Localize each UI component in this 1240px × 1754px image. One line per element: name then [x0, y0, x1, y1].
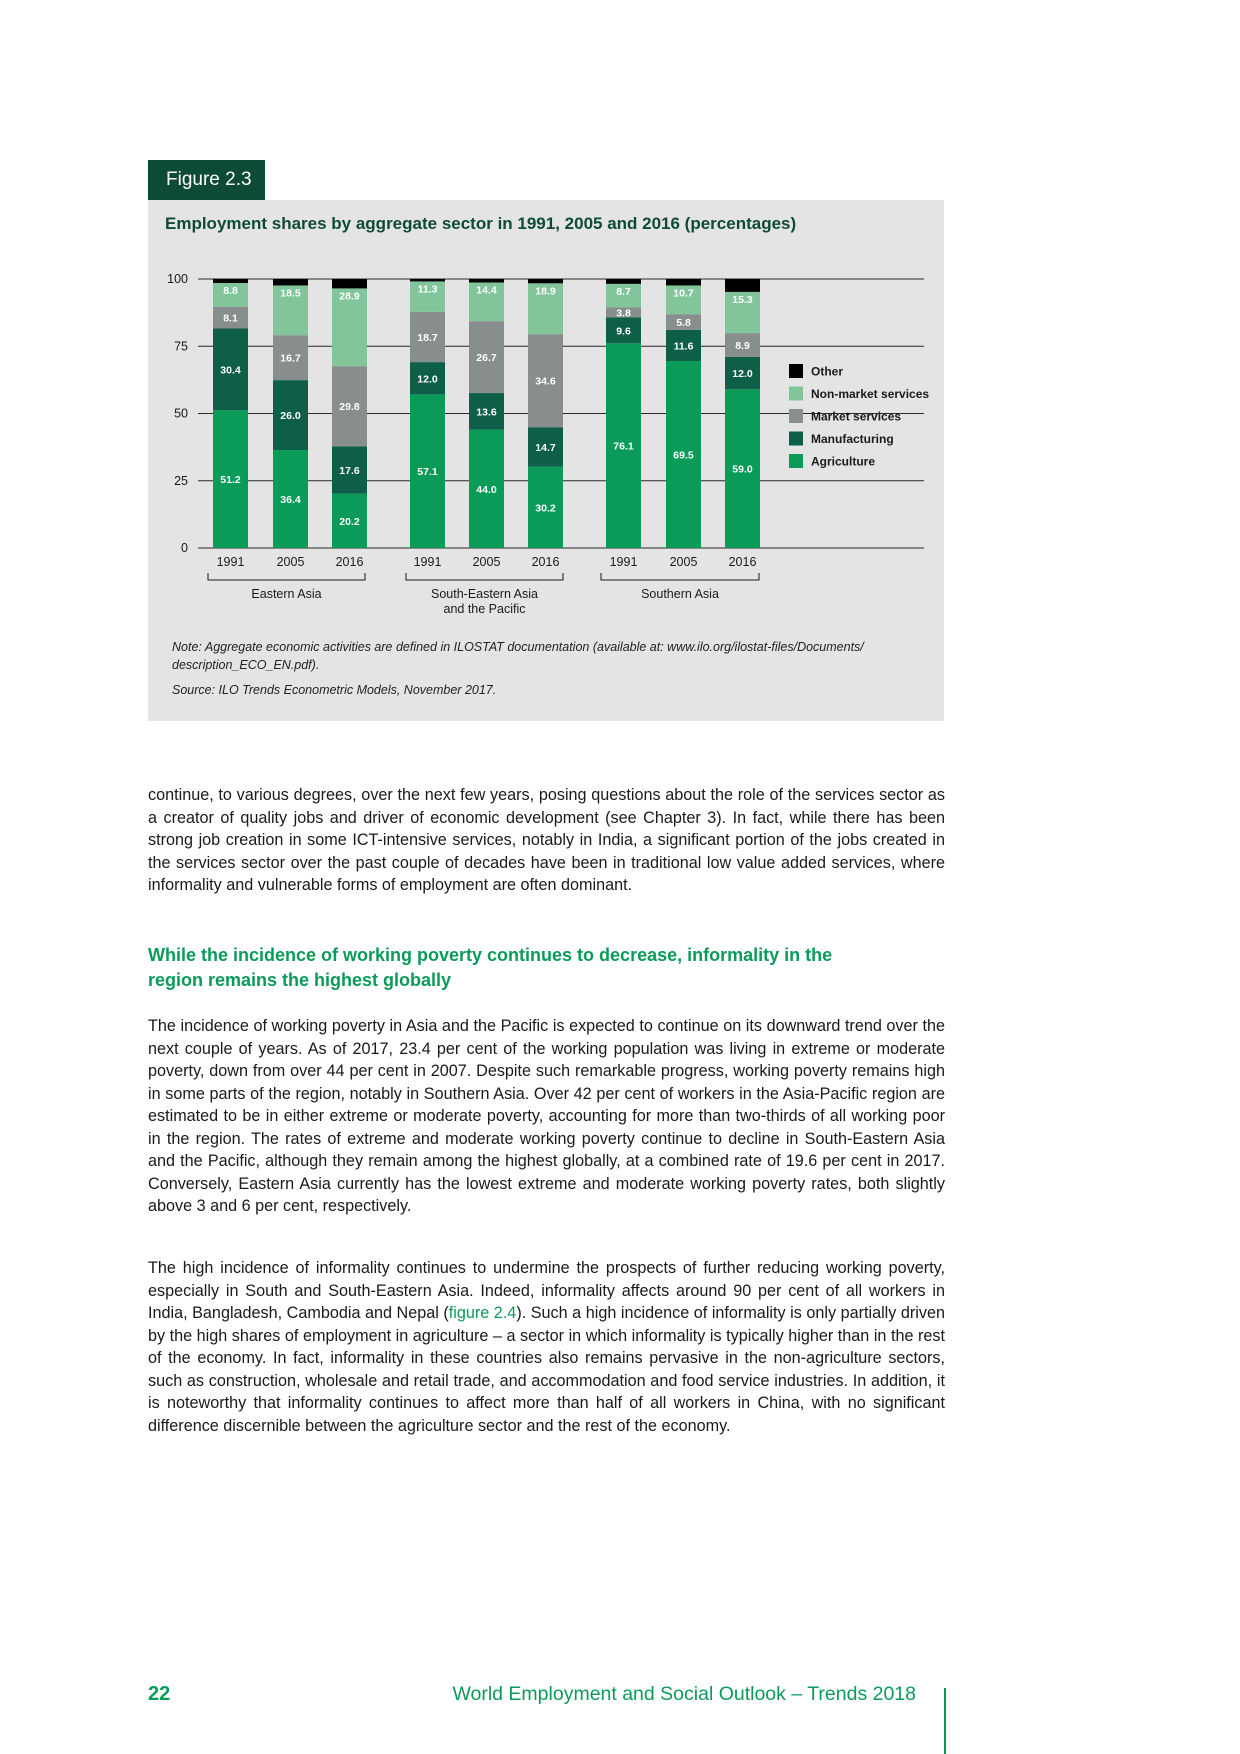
data-label-5-2: 34.6: [535, 375, 556, 388]
data-label-1-3: 18.5: [280, 287, 301, 300]
legend-label-non-market-services: Non-market services: [811, 387, 930, 401]
data-label-6-3: 8.7: [616, 285, 631, 298]
figure-note-cont: description_ECO_EN.pdf).: [172, 658, 320, 672]
bar-other-7: [666, 279, 701, 285]
legend-label-manufacturing: Manufacturing: [811, 432, 894, 446]
x-tick-3: 1991: [413, 555, 442, 569]
data-label-1-0: 36.4: [280, 494, 301, 507]
data-label-3-2: 18.7: [417, 331, 438, 344]
data-label-4-1: 13.6: [476, 406, 497, 419]
bar-other-4: [469, 279, 504, 282]
data-label-5-1: 14.7: [535, 441, 556, 454]
bar-other-0: [213, 279, 248, 283]
data-label-4-2: 26.7: [476, 352, 497, 365]
data-label-2-1: 17.6: [339, 464, 360, 477]
paragraph-3-part-b: ). Such a high incidence of informality is only partially driven by the high shares of employment in agriculture – a sector in which informality is typically higher than in the rest of the economy. In fact, informality in these countries also remains pervasive in the non-agriculture sectors, such as construction, wholesale and retail trade, and accommodation and food service industries. In addition, it is noteworthy that informality continues to affect more than half of all workers in China, with no significant difference discernible between the agriculture sector and the rest of the economy.: [148, 1304, 946, 1435]
data-label-1-2: 16.7: [280, 352, 301, 365]
legend-swatch-other: [789, 364, 803, 378]
section-heading: While the incidence of working poverty continues to decrease, informality in the region remains the highest globally: [148, 945, 833, 990]
bar-other-2: [332, 279, 367, 288]
paragraph-2: The incidence of working poverty in Asia and the Pacific is expected to continue on its downward trend over the next couple of years. As of 2017, 23.4 per cent of the working population was living in extreme or moderate poverty, down from over 44 per cent in 2007. Despite such remarkable progress, working poverty remains high in some parts of the region, notably in Southern Asia. Over 42 per cent of workers in the Asia-Pacific region are estimated to be in either extreme or moderate poverty, accounting for more than two-thirds of all working poor in the region. The rates of extreme and moderate working poverty continue to decline in South-Eastern Asia and the Pacific, although they remain among the highest globally, at a combined rate of 19.6 per cent in 2017. Conversely, Eastern Asia currently has the lowest extreme and moderate working poverty rates, both slightly above 3 and 6 per cent, respectively.: [148, 1017, 945, 1215]
legend-swatch-market-services: [789, 409, 803, 423]
data-label-0-3: 8.8: [223, 285, 238, 298]
legend-label-market-services: Market services: [811, 409, 902, 424]
page-number: 22: [148, 1683, 171, 1705]
data-label-2-2: 29.8: [339, 401, 360, 414]
x-tick-2: 2016: [335, 555, 364, 569]
data-label-5-0: 30.2: [535, 502, 556, 515]
y-tick-50: 50: [174, 406, 188, 421]
data-label-8-3: 15.3: [732, 293, 753, 306]
bar-other-6: [606, 279, 641, 284]
data-label-0-1: 30.4: [220, 364, 241, 377]
figure-label: Figure 2.3: [148, 160, 265, 200]
data-label-2-0: 20.2: [339, 515, 360, 528]
legend-label-other: Other: [811, 364, 844, 379]
y-tick-0: 0: [181, 541, 188, 555]
footer-title: World Employment and Social Outlook – Trends 2018: [452, 1683, 916, 1705]
figure-title: Employment shares by aggregate sector in 1991, 2005 and 2016 (percentages): [165, 214, 797, 233]
bar-other-3: [410, 279, 445, 281]
data-label-8-2: 8.9: [735, 340, 750, 353]
footer-rule: [944, 1688, 946, 1754]
figure-note: Note: Aggregate economic activities are defined in ILOSTAT documentation (available at: www.ilo.org/ilostat-files/Documents/: [172, 640, 864, 654]
group-bracket-0: [208, 573, 365, 580]
data-label-4-0: 44.0: [476, 483, 497, 496]
data-label-7-2: 5.8: [676, 317, 691, 330]
group-bracket-1: [406, 573, 563, 580]
data-label-7-0: 69.5: [673, 449, 694, 462]
y-tick-25: 25: [174, 473, 188, 488]
data-label-5-3: 18.9: [535, 285, 556, 298]
x-tick-4: 2005: [472, 555, 501, 569]
x-tick-7: 2005: [669, 555, 698, 569]
stacked-bar-chart: [148, 260, 944, 620]
data-label-1-1: 26.0: [280, 410, 301, 423]
data-label-8-0: 59.0: [732, 463, 753, 476]
data-label-6-1: 9.6: [616, 325, 631, 338]
x-tick-1: 2005: [276, 555, 305, 569]
data-label-3-0: 57.1: [417, 466, 438, 479]
bar-other-8: [725, 279, 760, 292]
paragraph-3: [148, 1257, 945, 1437]
data-label-6-2: 3.8: [616, 307, 631, 320]
group-bracket-2: [601, 573, 759, 580]
paragraph-1: continue, to various degrees, over the next few years, posing questions about the role of the services sector as a creator of quality jobs and driver of economic development (see Chapter 3). In fact, while there has been strong job creation in some ICT-intensive services, notably in India, a significant portion of the jobs created in the services sector over the past couple of decades have been in traditional low value added services, where informality and vulnerable forms of employment are often dominant.: [148, 786, 945, 894]
group-label-1: South-Eastern Asia: [430, 587, 539, 601]
data-label-3-3: 11.3: [417, 283, 438, 296]
data-label-7-3: 10.7: [673, 287, 694, 300]
legend-swatch-non-market-services: [789, 387, 803, 401]
data-label-4-3: 14.4: [476, 284, 497, 297]
data-label-0-2: 8.1: [223, 312, 238, 325]
legend-swatch-agriculture: [789, 454, 803, 468]
x-tick-5: 2016: [531, 555, 560, 569]
data-label-7-1: 11.6: [673, 340, 694, 353]
data-label-0-0: 51.2: [220, 474, 241, 487]
x-tick-0: 1991: [216, 555, 245, 569]
figure-2-4-link[interactable]: figure 2.4: [448, 1304, 517, 1322]
bar-other-1: [273, 279, 308, 285]
legend-swatch-manufacturing: [789, 432, 803, 446]
paragraph-3-part-a: The high incidence of informality continues to undermine the prospects of further reducing working poverty, especially in South and South-Eastern Asia. Indeed, informality affects around 90 per cent of all workers in India, Bangladesh, Cambodia and Nepal (: [148, 1259, 945, 1322]
figure-source: Source: ILO Trends Econometric Models, November 2017.: [172, 683, 497, 697]
data-label-2-3: 28.9: [339, 290, 360, 303]
group-label-2: Southern Asia: [641, 587, 719, 601]
y-tick-100: 100: [167, 272, 188, 286]
data-label-3-1: 12.0: [417, 373, 438, 386]
y-tick-75: 75: [174, 339, 188, 354]
x-tick-8: 2016: [728, 555, 757, 569]
data-label-8-1: 12.0: [732, 368, 753, 381]
x-tick-6: 1991: [609, 555, 638, 569]
group-label-1-line2: and the Pacific: [443, 602, 526, 616]
data-label-6-0: 76.1: [613, 440, 634, 453]
legend-label-agriculture: Agriculture: [811, 454, 876, 469]
group-label-0: Eastern Asia: [251, 587, 322, 601]
bar-other-5: [528, 279, 563, 283]
